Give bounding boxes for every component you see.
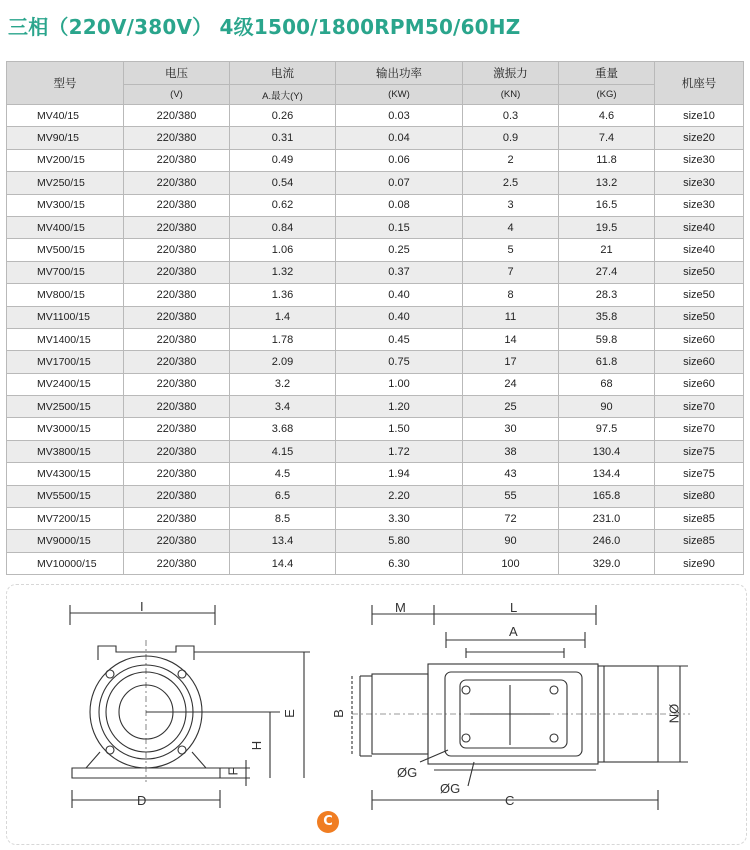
cell-force: 11 <box>463 306 559 328</box>
cell-model: MV400/15 <box>7 216 124 238</box>
cell-power: 0.03 <box>336 105 463 127</box>
cell-voltage: 220/380 <box>124 284 230 306</box>
cell-voltage: 220/380 <box>124 373 230 395</box>
dim-label-l: L <box>510 600 518 615</box>
cell-power: 0.75 <box>336 351 463 373</box>
cell-voltage: 220/380 <box>124 440 230 462</box>
dim-label-e: E <box>281 709 297 718</box>
cell-power: 0.07 <box>336 172 463 194</box>
cell-force: 0.9 <box>463 127 559 149</box>
cell-force: 8 <box>463 284 559 306</box>
cell-power: 0.08 <box>336 194 463 216</box>
cell-force: 0.3 <box>463 105 559 127</box>
cell-force: 2 <box>463 149 559 171</box>
cell-voltage: 220/380 <box>124 530 230 552</box>
cell-force: 100 <box>463 552 559 574</box>
header-force: 激振力 <box>463 62 559 85</box>
cell-power: 1.94 <box>336 463 463 485</box>
cell-frame: size20 <box>655 127 744 149</box>
cell-voltage: 220/380 <box>124 127 230 149</box>
cell-frame: size60 <box>655 351 744 373</box>
cell-frame: size60 <box>655 328 744 350</box>
cell-model: MV800/15 <box>7 284 124 306</box>
cell-force: 38 <box>463 440 559 462</box>
cell-current: 0.84 <box>230 216 336 238</box>
cell-voltage: 220/380 <box>124 105 230 127</box>
cell-power: 0.37 <box>336 261 463 283</box>
cell-power: 1.72 <box>336 440 463 462</box>
cell-power: 0.06 <box>336 149 463 171</box>
cell-frame: size90 <box>655 552 744 574</box>
cell-frame: size80 <box>655 485 744 507</box>
cell-weight: 21 <box>559 239 655 261</box>
cell-force: 17 <box>463 351 559 373</box>
cell-power: 1.50 <box>336 418 463 440</box>
cell-weight: 97.5 <box>559 418 655 440</box>
cell-frame: size40 <box>655 216 744 238</box>
header-frame: 机座号 <box>655 62 744 105</box>
cell-force: 90 <box>463 530 559 552</box>
cell-model: MV700/15 <box>7 261 124 283</box>
cell-weight: 27.4 <box>559 261 655 283</box>
unit-weight: (KG) <box>559 85 655 105</box>
cell-current: 6.5 <box>230 485 336 507</box>
cell-force: 4 <box>463 216 559 238</box>
cell-power: 1.20 <box>336 396 463 418</box>
cell-current: 1.36 <box>230 284 336 306</box>
cell-force: 25 <box>463 396 559 418</box>
cell-frame: size70 <box>655 396 744 418</box>
cell-weight: 165.8 <box>559 485 655 507</box>
cell-model: MV300/15 <box>7 194 124 216</box>
unit-voltage: (V) <box>124 85 230 105</box>
cell-force: 5 <box>463 239 559 261</box>
cell-weight: 231.0 <box>559 508 655 530</box>
cell-model: MV5500/15 <box>7 485 124 507</box>
cell-power: 0.25 <box>336 239 463 261</box>
cell-model: MV40/15 <box>7 105 124 127</box>
page-title: 三相（220V/380V） 4级1500/1800RPM50/60HZ <box>8 15 521 39</box>
unit-force: (KN) <box>463 85 559 105</box>
cell-model: MV500/15 <box>7 239 124 261</box>
dim-label-a: A <box>509 624 518 639</box>
unit-current: A.最大(Y) <box>230 85 336 105</box>
cell-power: 0.04 <box>336 127 463 149</box>
cell-current: 14.4 <box>230 552 336 574</box>
cell-weight: 90 <box>559 396 655 418</box>
cell-model: MV4300/15 <box>7 463 124 485</box>
cell-voltage: 220/380 <box>124 194 230 216</box>
cell-power: 1.00 <box>336 373 463 395</box>
cell-voltage: 220/380 <box>124 418 230 440</box>
cell-weight: 13.2 <box>559 172 655 194</box>
cell-model: MV2500/15 <box>7 396 124 418</box>
cell-weight: 7.4 <box>559 127 655 149</box>
dim-label-f: F <box>225 767 241 776</box>
cell-power: 5.80 <box>336 530 463 552</box>
cell-weight: 28.3 <box>559 284 655 306</box>
cell-current: 1.78 <box>230 328 336 350</box>
cell-current: 1.06 <box>230 239 336 261</box>
cell-current: 2.09 <box>230 351 336 373</box>
cell-voltage: 220/380 <box>124 261 230 283</box>
header-current: 电流 <box>230 62 336 85</box>
cell-frame: size75 <box>655 463 744 485</box>
cell-current: 3.4 <box>230 396 336 418</box>
cell-force: 43 <box>463 463 559 485</box>
cell-voltage: 220/380 <box>124 328 230 350</box>
header-power: 输出功率 <box>336 62 463 85</box>
cell-power: 0.40 <box>336 284 463 306</box>
cell-model: MV3800/15 <box>7 440 124 462</box>
dim-label-m: M <box>395 600 406 615</box>
cell-current: 1.4 <box>230 306 336 328</box>
cell-voltage: 220/380 <box>124 149 230 171</box>
cell-force: 24 <box>463 373 559 395</box>
cell-current: 4.5 <box>230 463 336 485</box>
cell-frame: size85 <box>655 530 744 552</box>
cell-voltage: 220/380 <box>124 306 230 328</box>
cell-current: 0.49 <box>230 149 336 171</box>
cell-current: 1.32 <box>230 261 336 283</box>
cell-current: 13.4 <box>230 530 336 552</box>
cell-force: 30 <box>463 418 559 440</box>
dim-label-b: B <box>330 709 346 718</box>
cell-voltage: 220/380 <box>124 485 230 507</box>
cell-current: 3.68 <box>230 418 336 440</box>
cell-weight: 4.6 <box>559 105 655 127</box>
cell-voltage: 220/380 <box>124 351 230 373</box>
cell-current: 4.15 <box>230 440 336 462</box>
cell-model: MV1100/15 <box>7 306 124 328</box>
cell-voltage: 220/380 <box>124 216 230 238</box>
cell-model: MV2400/15 <box>7 373 124 395</box>
dim-label-c: C <box>505 793 515 808</box>
cell-frame: size70 <box>655 418 744 440</box>
unit-power: (KW) <box>336 85 463 105</box>
dim-label-i: I <box>140 599 144 614</box>
cell-model: MV9000/15 <box>7 530 124 552</box>
cell-frame: size60 <box>655 373 744 395</box>
dim-label-g-top: ØG <box>397 765 418 780</box>
cell-force: 7 <box>463 261 559 283</box>
cell-frame: size10 <box>655 105 744 127</box>
cell-model: MV1400/15 <box>7 328 124 350</box>
cell-force: 72 <box>463 508 559 530</box>
cell-model: MV10000/15 <box>7 552 124 574</box>
cell-voltage: 220/380 <box>124 172 230 194</box>
cell-weight: 130.4 <box>559 440 655 462</box>
cell-frame: size75 <box>655 440 744 462</box>
cell-voltage: 220/380 <box>124 552 230 574</box>
cell-weight: 16.5 <box>559 194 655 216</box>
cell-frame: size30 <box>655 172 744 194</box>
front-view <box>70 605 310 808</box>
cell-weight: 19.5 <box>559 216 655 238</box>
cell-power: 0.40 <box>336 306 463 328</box>
cell-power: 0.45 <box>336 328 463 350</box>
cell-weight: 11.8 <box>559 149 655 171</box>
cell-force: 3 <box>463 194 559 216</box>
cell-current: 0.26 <box>230 105 336 127</box>
cell-weight: 329.0 <box>559 552 655 574</box>
header-voltage: 电压 <box>124 62 230 85</box>
cell-frame: size30 <box>655 149 744 171</box>
cell-model: MV90/15 <box>7 127 124 149</box>
cell-frame: size85 <box>655 508 744 530</box>
cell-frame: size50 <box>655 306 744 328</box>
cell-weight: 68 <box>559 373 655 395</box>
header-weight: 重量 <box>559 62 655 85</box>
cell-weight: 61.8 <box>559 351 655 373</box>
cell-frame: size30 <box>655 194 744 216</box>
dim-label-h: H <box>249 740 265 751</box>
cell-voltage: 220/380 <box>124 463 230 485</box>
cell-current: 8.5 <box>230 508 336 530</box>
cell-voltage: 220/380 <box>124 239 230 261</box>
cell-weight: 59.8 <box>559 328 655 350</box>
cell-current: 0.31 <box>230 127 336 149</box>
cell-power: 3.30 <box>336 508 463 530</box>
cell-power: 2.20 <box>336 485 463 507</box>
cell-weight: 35.8 <box>559 306 655 328</box>
cell-weight: 134.4 <box>559 463 655 485</box>
cell-force: 14 <box>463 328 559 350</box>
cell-frame: size50 <box>655 261 744 283</box>
cell-power: 0.15 <box>336 216 463 238</box>
cell-force: 55 <box>463 485 559 507</box>
dim-label-n: ØN <box>666 703 682 724</box>
dim-label-g-bottom: ØG <box>440 781 461 796</box>
cell-voltage: 220/380 <box>124 508 230 530</box>
dim-label-d: D <box>137 793 147 808</box>
cell-force: 2.5 <box>463 172 559 194</box>
cell-weight: 246.0 <box>559 530 655 552</box>
cell-frame: size40 <box>655 239 744 261</box>
cell-current: 3.2 <box>230 373 336 395</box>
cell-model: MV7200/15 <box>7 508 124 530</box>
cell-current: 0.62 <box>230 194 336 216</box>
cell-model: MV250/15 <box>7 172 124 194</box>
cell-frame: size50 <box>655 284 744 306</box>
cell-model: MV1700/15 <box>7 351 124 373</box>
brand-logo: C <box>317 811 339 833</box>
cell-model: MV3000/15 <box>7 418 124 440</box>
cell-power: 6.30 <box>336 552 463 574</box>
header-model: 型号 <box>7 62 124 105</box>
cell-current: 0.54 <box>230 172 336 194</box>
cell-model: MV200/15 <box>7 149 124 171</box>
cell-voltage: 220/380 <box>124 396 230 418</box>
